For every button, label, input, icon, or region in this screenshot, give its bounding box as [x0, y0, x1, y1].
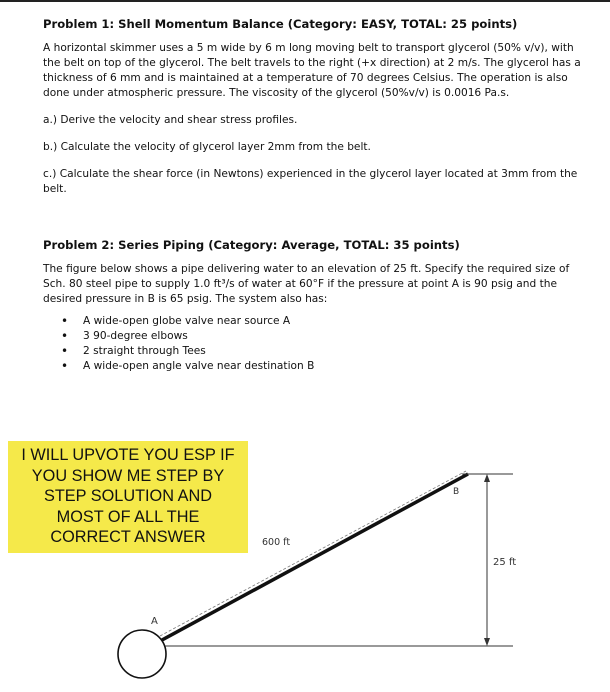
question-c: c.) Calculate the shear force (in Newtons) experienced in the glycerol layer located at 3mm from the belt. [43, 168, 578, 195]
note-line: MOST OF ALL THE [56, 507, 200, 526]
list-item: • 2 straight through Tees [43, 344, 593, 359]
question-b: b.) Calculate the velocity of glycerol layer 2mm from the belt. [43, 141, 371, 153]
problem1-body: A horizontal skimmer uses a 5 m wide by 6 m long moving belt to transport glycerol (50% v/v), with the belt on top of the glycerol. The belt travels to the right (+x direction) at 2 m/s. The glycerol has a thickness of 6 mm and is maintained at a temperature of 70 degrees Celsius. The operation is also done under atmospheric pressure. The viscosity of the glycerol (50%v/v) is 0.0016 Pa.s. [43, 42, 581, 99]
list-item: • 3 90-degree elbows [43, 329, 593, 344]
elevation-label: 25 ft [493, 557, 517, 568]
note-line: STEP SOLUTION AND [44, 487, 212, 506]
arrow-up-icon [484, 474, 490, 482]
arrow-down-icon [484, 638, 490, 646]
list-item: • A wide-open angle valve near destination B [43, 359, 593, 374]
label-b: B [453, 487, 460, 497]
list-item: • A wide-open globe valve near source A [43, 314, 593, 329]
problem2-heading: Problem 2: Series Piping (Category: Average, TOTAL: 35 points) [43, 238, 460, 252]
note-line: CORRECT ANSWER [50, 528, 206, 547]
problem2-body: The figure below shows a pipe delivering water to an elevation of 25 ft. Specify the required size of Sch. 80 steel pipe to supply 1.0 ft³/s of water at 60°F if the pressure at point A is 90 psig and the desired pressure in B is 65 psig. The system also has: [43, 263, 570, 305]
pipe-length-label: 600 ft [262, 537, 291, 548]
note-line: YOU SHOW ME STEP BY [31, 466, 225, 485]
sticky-note [8, 441, 248, 553]
note-line: I WILL UPVOTE YOU ESP IF [21, 446, 235, 464]
source-tank-circle [118, 630, 166, 678]
problem1-heading: Problem 1: Shell Momentum Balance (Category: EASY, TOTAL: 25 points) [43, 17, 518, 31]
question-a: a.) Derive the velocity and shear stress profiles. [43, 114, 298, 126]
label-a: A [151, 616, 158, 627]
